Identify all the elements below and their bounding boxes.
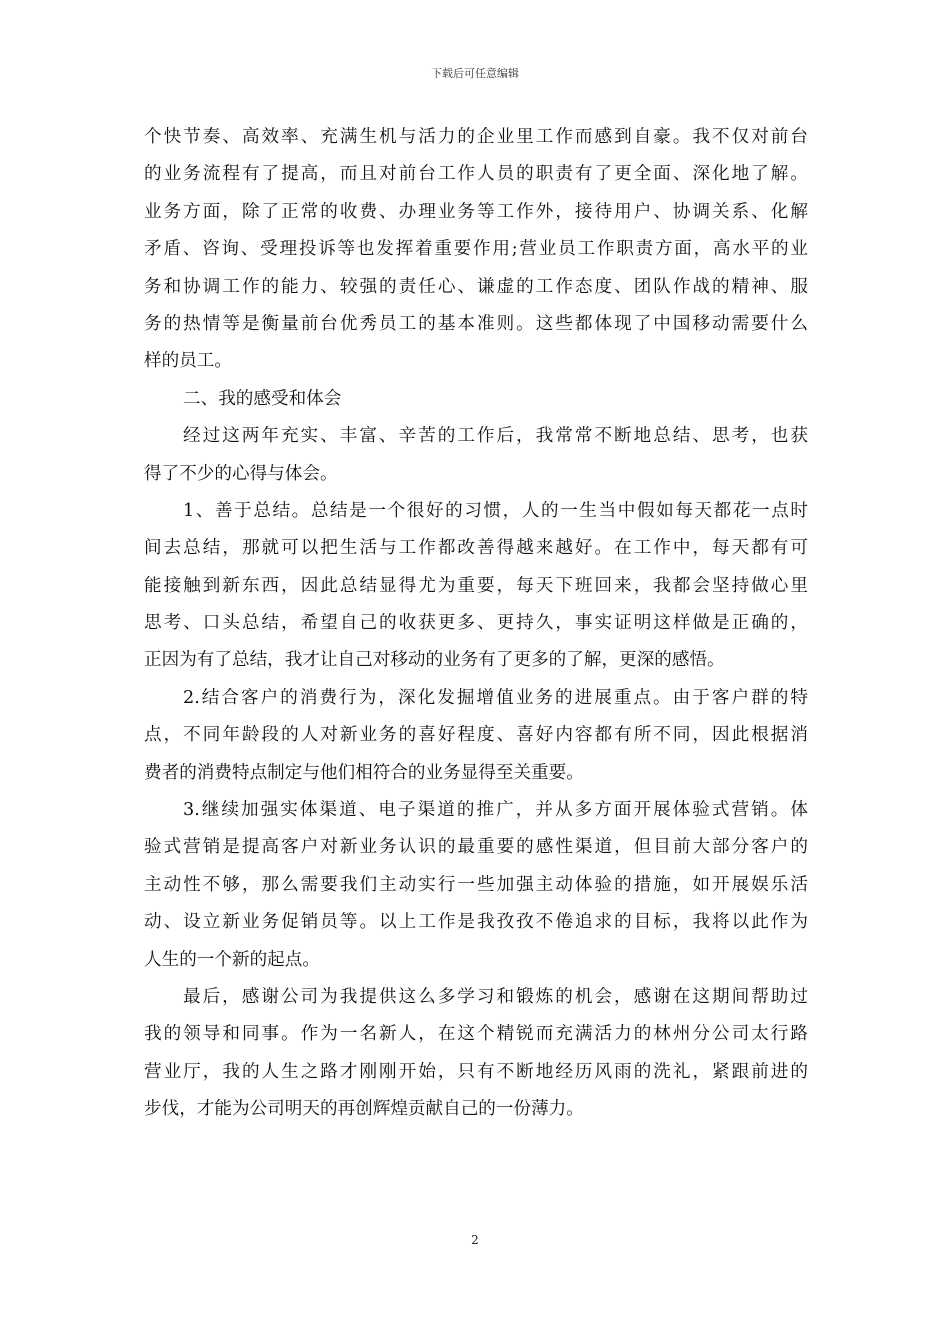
text-line: 点，不同年龄段的人对新业务的喜好程度、喜好内容都有所不同，因此根据消	[144, 725, 808, 746]
text-line: 间去总结，那就可以把生活与工作都改善得越来越好。在工作中，每天都有可	[144, 538, 808, 559]
page-number: 2	[471, 1233, 479, 1247]
text-line: 3.继续加强实体渠道、电子渠道的推广，并从多方面开展体验式营销。体	[183, 800, 808, 821]
text-line: 能接触到新东西，因此总结显得尤为重要，每天下班回来，我都会坚持做心里	[144, 575, 808, 596]
text-line: 营业厅，我的人生之路才刚刚开始，只有不断地经历风雨的洗礼，紧跟前进的	[144, 1061, 808, 1082]
text-line: 我的领导和同事。作为一名新人，在这个精锐而充满活力的林州分公司太行路	[144, 1024, 808, 1045]
text-line: 的业务流程有了提高，而且对前台工作人员的职责有了更全面、深化地了解。	[144, 164, 808, 185]
text-line: 验式营销是提高客户对新业务认识的最重要的感性渠道，但目前大部分客户的	[144, 837, 808, 858]
text-line: 正因为有了总结，我才让自己对移动的业务有了更多的了解，更深的感悟。	[144, 650, 725, 671]
text-line: 步伐，才能为公司明天的再创辉煌贡献自己的一份薄力。	[144, 1099, 584, 1120]
document-body	[144, 119, 808, 1129]
text-line: 2.结合客户的消费行为，深化发掘增值业务的进展重点。由于客户群的特	[183, 687, 808, 708]
text-line: 经过这两年充实、丰富、辛苦的工作后，我常常不断地总结、思考，也获	[183, 426, 808, 447]
page-header: 下载后可任意编辑	[431, 67, 519, 80]
text-line: 费者的消费特点制定与他们相符合的业务显得至关重要。	[144, 762, 584, 783]
text-line: 思考、口头总结，希望自己的收获更多、更持久，事实证明这样做是正确的，	[144, 613, 808, 634]
text-line: 务的热情等是衡量前台优秀员工的基本准则。这些都体现了中国移动需要什么	[144, 313, 808, 334]
text-line: 矛盾、咨询、受理投诉等也发挥着重要作用;营业员工作职责方面，高水平的业	[144, 239, 808, 260]
section-heading: 二、我的感受和体会	[183, 388, 342, 409]
text-line: 人生的一个新的起点。	[144, 949, 320, 970]
text-line: 动、设立新业务促销员等。以上工作是我孜孜不倦追求的目标，我将以此作为	[144, 912, 808, 933]
text-line: 得了不少的心得与体会。	[144, 463, 338, 484]
text-line: 样的员工。	[144, 351, 232, 372]
text-line: 个快节奏、高效率、充满生机与活力的企业里工作而感到自豪。我不仅对前台	[144, 127, 808, 147]
text-line: 主动性不够，那么需要我们主动实行一些加强主动体验的措施，如开展娱乐活	[144, 874, 808, 895]
text-line: 最后，感谢公司为我提供这么多学习和锻炼的机会，感谢在这期间帮助过	[183, 986, 808, 1007]
text-line: 1、善于总结。总结是一个很好的习惯，人的一生当中假如每天都花一点时	[183, 500, 808, 521]
text-line: 业务方面，除了正常的收费、办理业务等工作外，接待用户、协调关系、化解	[144, 201, 808, 222]
text-line: 务和协调工作的能力、较强的责任心、谦虚的工作态度、团队作战的精神、服	[144, 276, 808, 297]
